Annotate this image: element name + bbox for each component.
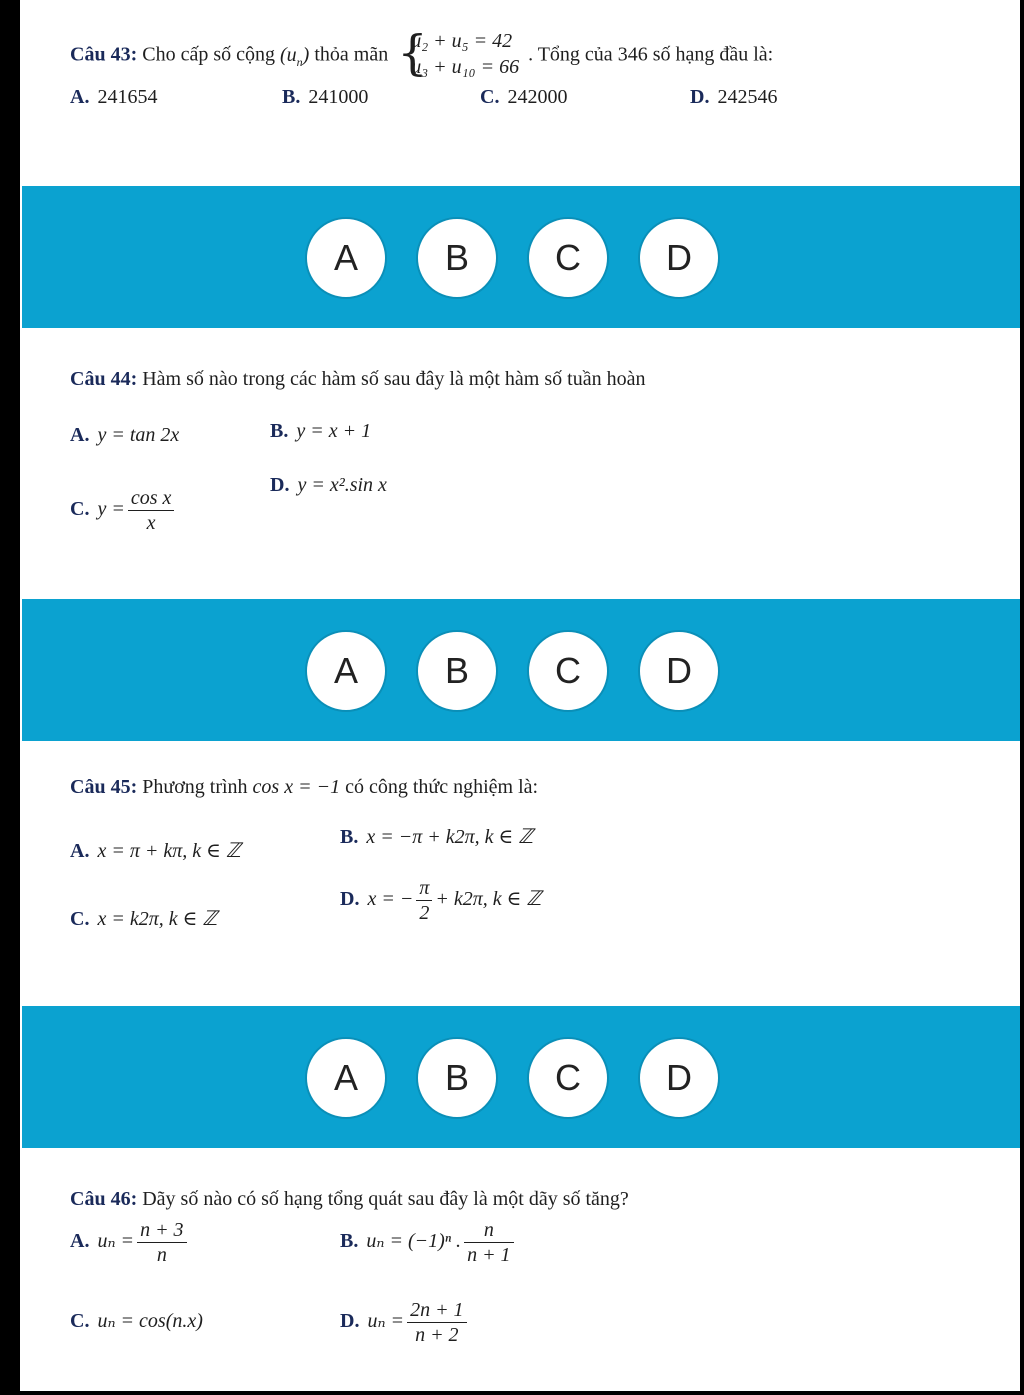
left-border — [0, 0, 20, 1395]
question-46-text — [70, 1188, 629, 1211]
answer-button-c[interactable]: C — [527, 630, 609, 712]
question-44-text — [70, 368, 645, 391]
answer-button-d[interactable]: D — [638, 630, 720, 712]
fraction: $\frac{n}{n + 1}$ — [464, 1218, 514, 1267]
question-text-end: . Tổng của 346 số hạng đầu là: — [528, 43, 774, 66]
question-text: Dãy số nào có số hạng tổng quát sau đây là một dãy số tăng? — [142, 1188, 629, 1210]
fraction: $\frac{2n + 1}{n + 2}$ — [407, 1298, 467, 1347]
option-d: D. 242546 — [690, 86, 778, 108]
option-b: B. 241000 — [282, 86, 369, 108]
answer-band-43 — [22, 186, 1020, 328]
answer-band-44 — [22, 599, 1020, 741]
question-44-card — [22, 340, 1020, 598]
answer-button-a[interactable]: A — [305, 217, 387, 299]
equation-1: u₂ + u₅ = 42 — [411, 30, 513, 52]
question-label: Câu 43: — [70, 43, 138, 66]
answer-button-b[interactable]: B — [416, 1037, 498, 1119]
option-a: A. x = π + kπ, k ∈ ℤ — [70, 840, 241, 862]
question-text-mid: thỏa mãn — [314, 43, 389, 66]
option-c: C. 242000 — [480, 86, 568, 108]
question-43-text — [70, 25, 774, 82]
answer-button-c[interactable]: C — [527, 1037, 609, 1119]
question-label: Câu 46: — [70, 1188, 138, 1210]
answer-button-d[interactable]: D — [638, 217, 720, 299]
option-b: B. y = x + 1 — [270, 420, 372, 442]
option-a: A. 241654 — [70, 86, 158, 108]
option-d: D. y = x².sin x — [270, 474, 387, 496]
question-43-card — [22, 0, 1020, 185]
equation-system: { u₂ + u₅ = 42 u₃ + u₁₀ = 66 — [397, 25, 520, 81]
answer-button-b[interactable]: B — [416, 630, 498, 712]
question-text: Hàm số nào trong các hàm số sau đây là một hàm số tuần hoàn — [142, 368, 646, 390]
answer-button-c[interactable]: C — [527, 217, 609, 299]
option-c: C. y = $\frac{\text{cos x}}{x}$ — [70, 486, 177, 535]
option-b: B. uₙ = (−1)ⁿ . $\frac{n}{n + 1}$ — [340, 1218, 517, 1267]
bottom-border — [0, 1391, 1024, 1395]
sequence-symbol: $(u_n)$ — [280, 43, 310, 69]
option-c: C. x = k2π, k ∈ ℤ — [70, 908, 218, 930]
question-text-end: có công thức nghiệm là: — [345, 776, 539, 798]
equation-2: u₃ + u₁₀ = 66 — [411, 56, 520, 78]
answer-button-a[interactable]: A — [305, 1037, 387, 1119]
equation: cos x = −1 — [252, 776, 341, 798]
answer-button-b[interactable]: B — [416, 217, 498, 299]
question-46-card — [22, 1160, 1020, 1391]
question-45-text — [70, 776, 538, 799]
option-b: B. x = −π + k2π, k ∈ ℤ — [340, 826, 534, 848]
fraction: $\frac{\text{cos x}}{x}$ — [128, 486, 175, 535]
option-d: D. uₙ = $\frac{2n + 1}{n + 2}$ — [340, 1298, 470, 1347]
option-a: A. uₙ = $\frac{n + 3}{n}$ — [70, 1218, 190, 1267]
answer-band-45 — [22, 1006, 1020, 1148]
answer-button-a[interactable]: A — [305, 630, 387, 712]
right-border — [1020, 0, 1024, 1395]
question-45-card — [22, 752, 1020, 1007]
question-label: Câu 44: — [70, 368, 138, 390]
question-text: Cho cấp số cộng — [142, 43, 275, 66]
question-label: Câu 45: — [70, 776, 138, 798]
fraction: $\frac{\pi}{2}$ — [416, 876, 432, 925]
answer-button-d[interactable]: D — [638, 1037, 720, 1119]
option-a: A. y = tan 2x — [70, 424, 180, 446]
option-c: C. uₙ = cos(n.x) — [70, 1310, 203, 1332]
option-d: D. x = − $\frac{\pi}{2}$ + k2π, k ∈ ℤ — [340, 877, 542, 924]
question-text: Phương trình — [142, 776, 248, 798]
fraction: $\frac{n + 3}{n}$ — [137, 1218, 187, 1267]
